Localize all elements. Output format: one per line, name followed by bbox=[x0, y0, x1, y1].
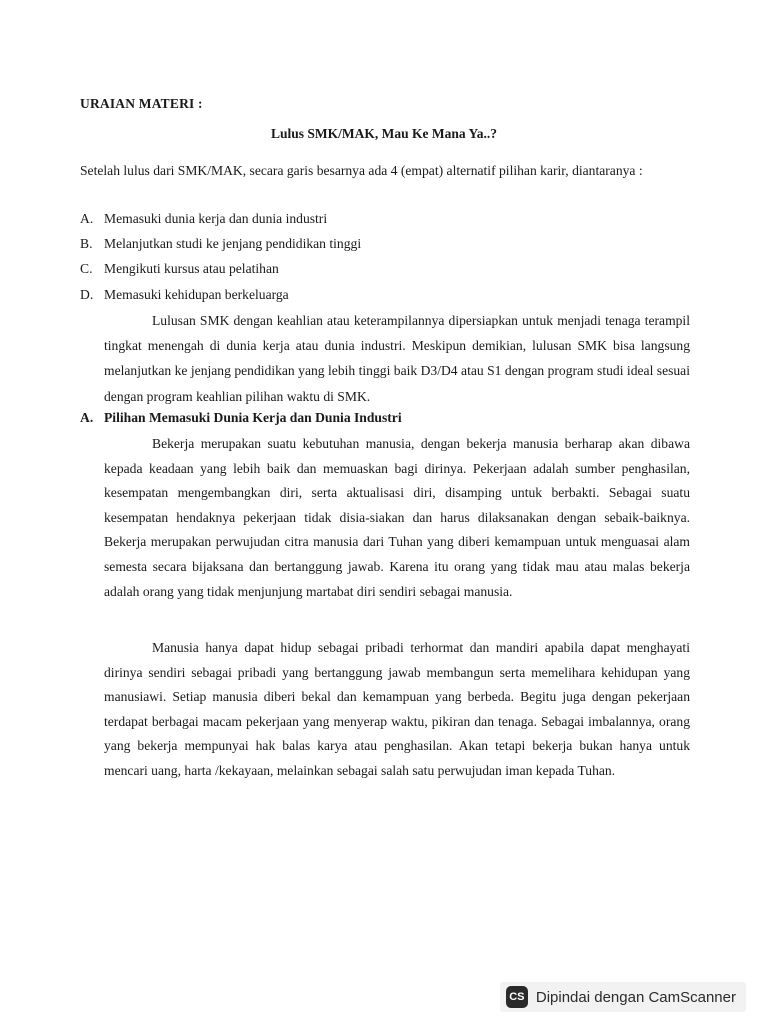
list-item-text: Memasuki dunia kerja dan dunia industri bbox=[104, 211, 328, 226]
list-marker: C. bbox=[80, 261, 93, 277]
list-item-text: Memasuki kehidupan berkeluarga bbox=[104, 286, 289, 302]
list-item bbox=[80, 256, 690, 281]
subsection-heading bbox=[80, 410, 402, 426]
paragraph-dignity: Manusia hanya dapat hidup sebagai pribadi terhormat dan mandiri apabila dapat menghayati dirinya sendiri sebagai pribadi yang bertanggung jawab membangun serta memelihara kehidupan yang manusiawi. Setiap manusia diberi bekal dan kemampuan yang berbeda. Begitu juga dengan pekerjaan terdapat berbagai macam pekerjaan yang menyerap waktu, pikiran dan tenaga. Sebagai imbalannya, orang yang bekerja mempunyai hak balas karya atau penghasilan. Akan tetapi bekerja bukan hanya untuk mencari uang, harta /kekayaan, melainkan sebagai salah satu perwujudan iman kepada Tuhan. bbox=[104, 640, 690, 778]
list-item-text: Mengikuti kursus atau pelatihan bbox=[104, 261, 279, 277]
list-item bbox=[80, 282, 690, 307]
list-marker: A. bbox=[80, 211, 94, 226]
document-title: Lulus SMK/MAK, Mau Ke Mana Ya..? bbox=[270, 126, 497, 141]
paragraph-work-need: Bekerja merupakan suatu kebutuhan manusia, dengan bekerja manusia berharap akan dibawa kepada keadaan yang lebih baik dan memuaskan bagi dirinya. Pekerjaan adalah sumber penghasilan, kesempatan mengembangkan diri, serta aktualisasi diri, disamping untuk berbakti. Sebagai suatu kesempatan hendaknya pekerjaan tidak disia-siakan dan harus dilaksanakan dengan sebaik-baiknya. Bekerja merupakan perwujudan citra manusia dari Tuhan yang diberi kemampuan untuk menguasai alam semesta secara bijaksana dan bertanggung jawab. Karena itu orang yang tidak mau atau malas bekerja adalah orang yang tidak menjunjung martabat diri sendiri sebagai manusia. bbox=[104, 436, 690, 599]
camscanner-logo-icon: CS bbox=[506, 986, 528, 1008]
list-marker: B. bbox=[80, 236, 93, 252]
paragraph-graduates: Lulusan SMK dengan keahlian atau keterampilannya dipersiapkan untuk menjadi tenaga terampil tingkat menengah di dunia kerja atau dunia industri. Meskipun demikian, lulusan SMK bisa langsung melanjutkan ke jenjang pendidikan yang lebih tinggi baik D3/D4 atau S1 dengan program studi ideal sesuai dengan program keahlian pilihan waktu di SMK. bbox=[104, 313, 690, 404]
alternatives-list bbox=[80, 206, 690, 307]
intro-paragraph: Setelah lulus dari SMK/MAK, secara garis besarnya ada 4 (empat) alternatif pilihan karir, diantaranya : bbox=[80, 163, 643, 178]
camscanner-watermark bbox=[500, 982, 746, 1012]
subsection-title: Pilihan Memasuki Dunia Kerja dan Dunia Industri bbox=[104, 410, 402, 425]
list-item bbox=[80, 206, 690, 231]
list-item bbox=[80, 231, 690, 256]
list-item-text: Melanjutkan studi ke jenjang pendidikan tinggi bbox=[104, 236, 362, 252]
section-heading: URAIAN MATERI : bbox=[80, 96, 203, 111]
list-marker: D. bbox=[80, 286, 94, 302]
subsection-marker: A. bbox=[80, 410, 94, 425]
watermark-label: Dipindai dengan CamScanner bbox=[535, 988, 736, 1006]
